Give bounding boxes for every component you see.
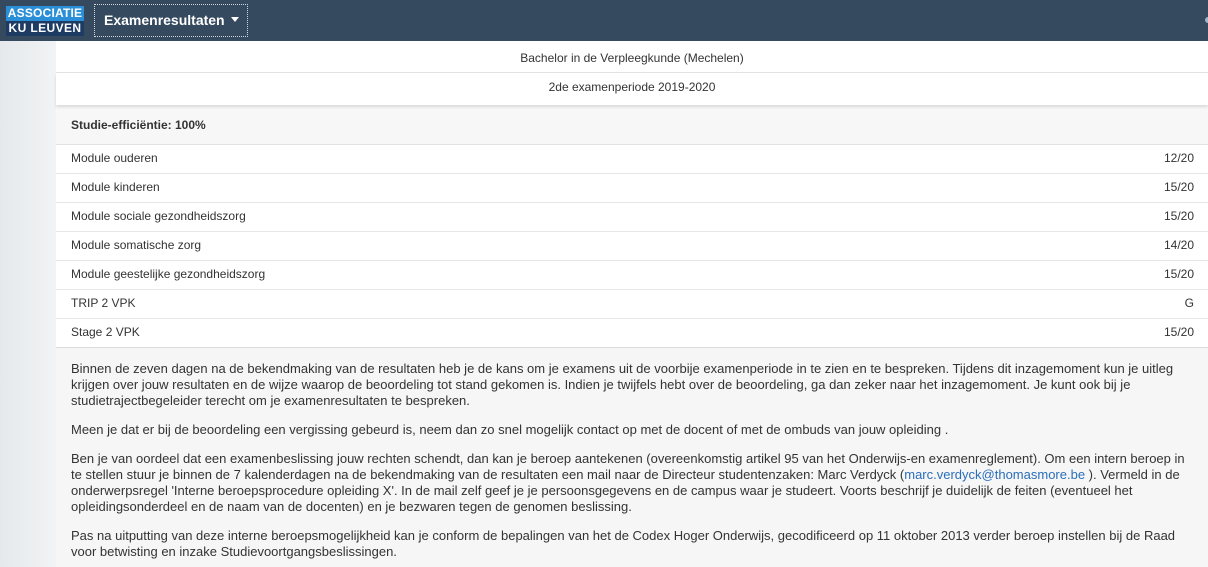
course-score: G — [1184, 296, 1194, 310]
top-navigation-bar — [0, 0, 1208, 41]
result-row — [56, 290, 1208, 319]
course-name: TRIP 2 VPK — [71, 296, 136, 310]
result-row — [56, 174, 1208, 203]
result-row — [56, 261, 1208, 290]
course-name: Module kinderen — [71, 180, 160, 194]
result-row — [56, 319, 1208, 348]
course-score: 15/20 — [1163, 209, 1194, 223]
program-title: Bachelor in de Verpleegkunde (Mechelen) — [56, 41, 1208, 73]
info-paragraph-raad: Pas na uitputting van deze interne beroepsmogelijkheid kan je conform de bepalingen van het de Codex Hoger Onderwijs, gecodificeerd op 11 oktober 2013 verder beroep instellen bij de Raad voor betwisting en inzake Studievoortgangsbeslissingen. — [71, 528, 1176, 559]
course-score: 12/20 — [1163, 151, 1194, 165]
logo-line-1: ASSOCIATIE — [7, 6, 83, 20]
course-name: Module geestelijke gezondheidszorg — [71, 267, 266, 281]
menu-label: Examenresultaten — [104, 12, 225, 28]
result-row — [56, 145, 1208, 174]
results-panel — [56, 41, 1208, 567]
beroep-text-end: ). Vermeld in de onderwerpsregel 'Interne beroepsprocedure opleiding X'. In de mail zelf geef je je persoonsgegevens en de campus waar je studeert. Voorts beschrijf je duidelijk de feiten (eventueel het opleidingsonderdeel en de naam van de docenten) en je bezwaren tegen de genomen beslissing. — [71, 467, 1180, 514]
left-margin — [0, 41, 56, 567]
information-section — [56, 348, 1208, 567]
results-list — [56, 145, 1208, 348]
info-paragraph-contact: Meen je dat er bij de beoordeling een vergissing gebeurd is, neem dan zo snel mogelijk contact op met de docent of met de ombuds van jouw opleiding . — [71, 422, 949, 437]
caret-down-icon — [231, 17, 239, 22]
course-name: Module sociale gezondheidszorg — [71, 209, 246, 223]
info-paragraph-beroep — [71, 451, 1196, 515]
course-name: Stage 2 VPK — [71, 325, 140, 339]
course-name: Module ouderen — [71, 151, 158, 165]
course-score: 15/20 — [1163, 180, 1194, 194]
study-efficiency: Studie-efficiëntie: 100% — [56, 105, 1208, 145]
course-score: 14/20 — [1163, 238, 1194, 252]
exam-period-title: 2de examenperiode 2019-2020 — [56, 73, 1208, 105]
director-email-link[interactable]: marc.verdyck@thomasmore.be — [904, 467, 1086, 482]
logo-line-2: KU LEUVEN — [6, 21, 84, 36]
examenresultaten-menu-button[interactable] — [94, 4, 248, 37]
course-name: Module somatische zorg — [71, 238, 202, 252]
result-row — [56, 203, 1208, 232]
course-score: 15/20 — [1163, 325, 1194, 339]
result-row — [56, 232, 1208, 261]
info-paragraph-inzage: Binnen de zeven dagen na de bekendmaking van de resultaten heb je de kans om je examens uit de voorbije examenperiode in te zien en te bespreken. Tijdens dit inzagemoment kun je uitleg krijgen over jouw resultaten en de wijze waarop de beoordeling tot stand gekomen is. Indien je twijfels hebt over de beoordeling, ga dan zeker naar het inzagemoment. Je kunt ook bij je studietrajectbegeleider terecht om je examenresultaten te bespreken. — [71, 361, 1174, 408]
course-score: 15/20 — [1163, 267, 1194, 281]
beroep-text-start: Ben je van oordeel dat een examenbeslissing jouw rechten schendt, dan kan je beroep aantekenen (overeenkomstig artikel 95 van het Onderwijs-en examenreglement). Om een intern beroep in te stellen stuur je binnen de 7 kalenderdagen na de bekendmaking van de resultaten een mail naar de Directeur studentenzaken: Marc Verdyck ( — [71, 451, 1185, 482]
ku-leuven-association-logo[interactable] — [6, 6, 84, 36]
